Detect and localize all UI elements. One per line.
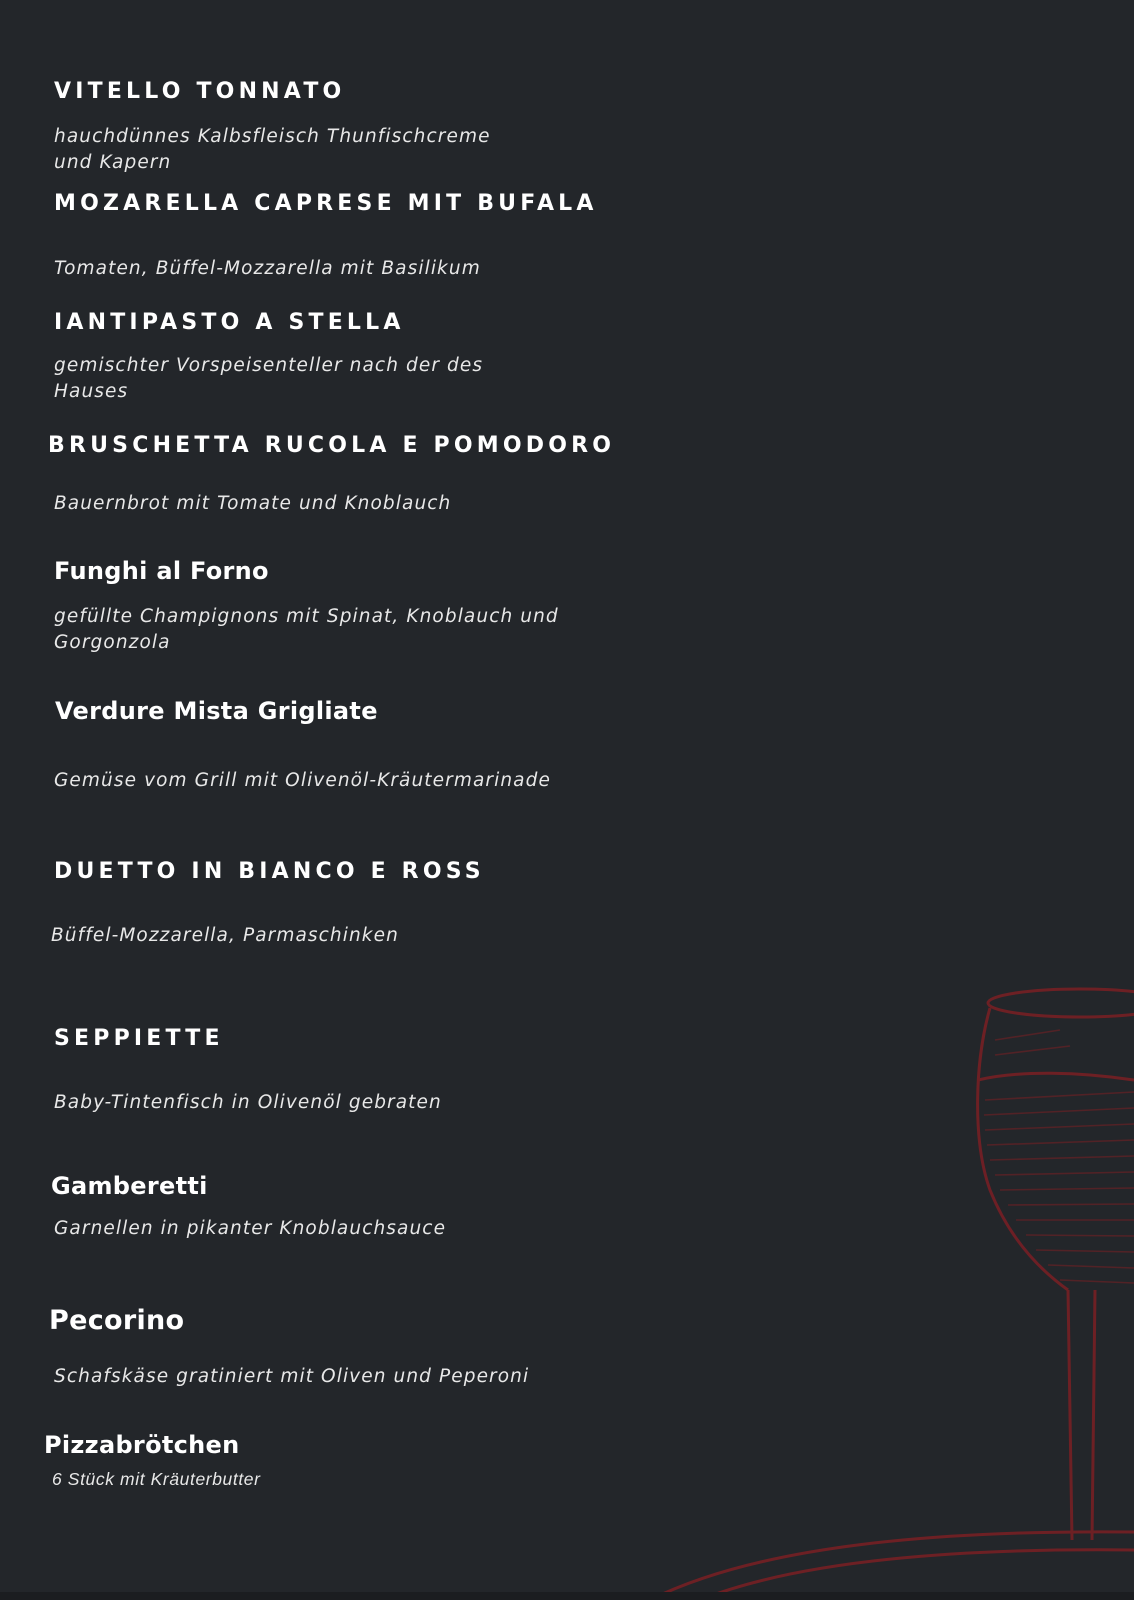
menu-item-desc [54, 768, 551, 794]
menu-item-desc-line: Bauernbrot mit Tomate und Knoblauch [54, 493, 452, 514]
menu-item-name: SEPPIETTE [54, 1026, 224, 1051]
menu-item-desc-line: und Kapern [54, 152, 172, 173]
menu-item-desc [54, 604, 559, 656]
menu-item-desc-line: Tomaten, Büffel-Mozzarella mit Basilikum [54, 258, 481, 279]
menu-item-name: VITELLO TONNATO [54, 79, 346, 104]
menu-item-desc-line: Gemüse vom Grill mit Olivenöl-Kräutermarinade [54, 770, 551, 791]
menu-item-desc [54, 353, 483, 405]
menu-item-name: DUETTO IN BIANCO E ROSS [54, 859, 485, 884]
menu-item-name: MOZARELLA CAPRESE MIT BUFALA [54, 191, 598, 216]
menu-item-desc-line: gemischter Vorspeisenteller nach der des [54, 355, 484, 376]
menu-item-desc [54, 124, 491, 176]
menu-item-desc-line: gefüllte Champignons mit Spinat, Knoblauch und [54, 606, 559, 627]
menu-item-desc [54, 1216, 446, 1242]
menu-item-desc-line: Gorgonzola [54, 632, 171, 653]
menu-item-name: Funghi al Forno [54, 557, 269, 585]
menu-item-desc-line: Garnellen in pikanter Knoblauchsauce [54, 1218, 447, 1239]
menu-item-desc [51, 923, 399, 949]
menu-item-desc [54, 1090, 442, 1116]
menu-item-name: Pecorino [49, 1305, 185, 1336]
menu-item-desc-line: Schafskäse gratiniert mit Oliven und Peperoni [54, 1366, 530, 1387]
bottom-band [0, 1592, 1134, 1600]
menu-item-desc-line: hauchdünnes Kalbsfleisch Thunfischcreme [54, 126, 491, 147]
menu-item-name: Pizzabrötchen [44, 1431, 240, 1459]
menu-item-desc [54, 491, 451, 517]
menu-item-desc [54, 256, 481, 282]
menu-item-name: IANTIPASTO A STELLA [54, 310, 405, 335]
menu-item-name: BRUSCHETTA RUCOLA E POMODORO [48, 433, 616, 458]
menu-item-desc-line: Büffel-Mozzarella, Parmaschinken [51, 925, 399, 946]
menu-item-name: Gamberetti [51, 1172, 208, 1200]
menu-item-desc-line: Hauses [54, 381, 129, 402]
menu-item-desc [52, 1466, 261, 1492]
menu-item-desc-line: Baby-Tintenfisch in Olivenöl gebraten [54, 1092, 442, 1113]
menu-item-desc-line: 6 Stück mit Kräuterbutter [52, 1469, 261, 1489]
menu-item-name: Verdure Mista Grigliate [55, 697, 378, 725]
menu-item-desc [54, 1364, 529, 1390]
